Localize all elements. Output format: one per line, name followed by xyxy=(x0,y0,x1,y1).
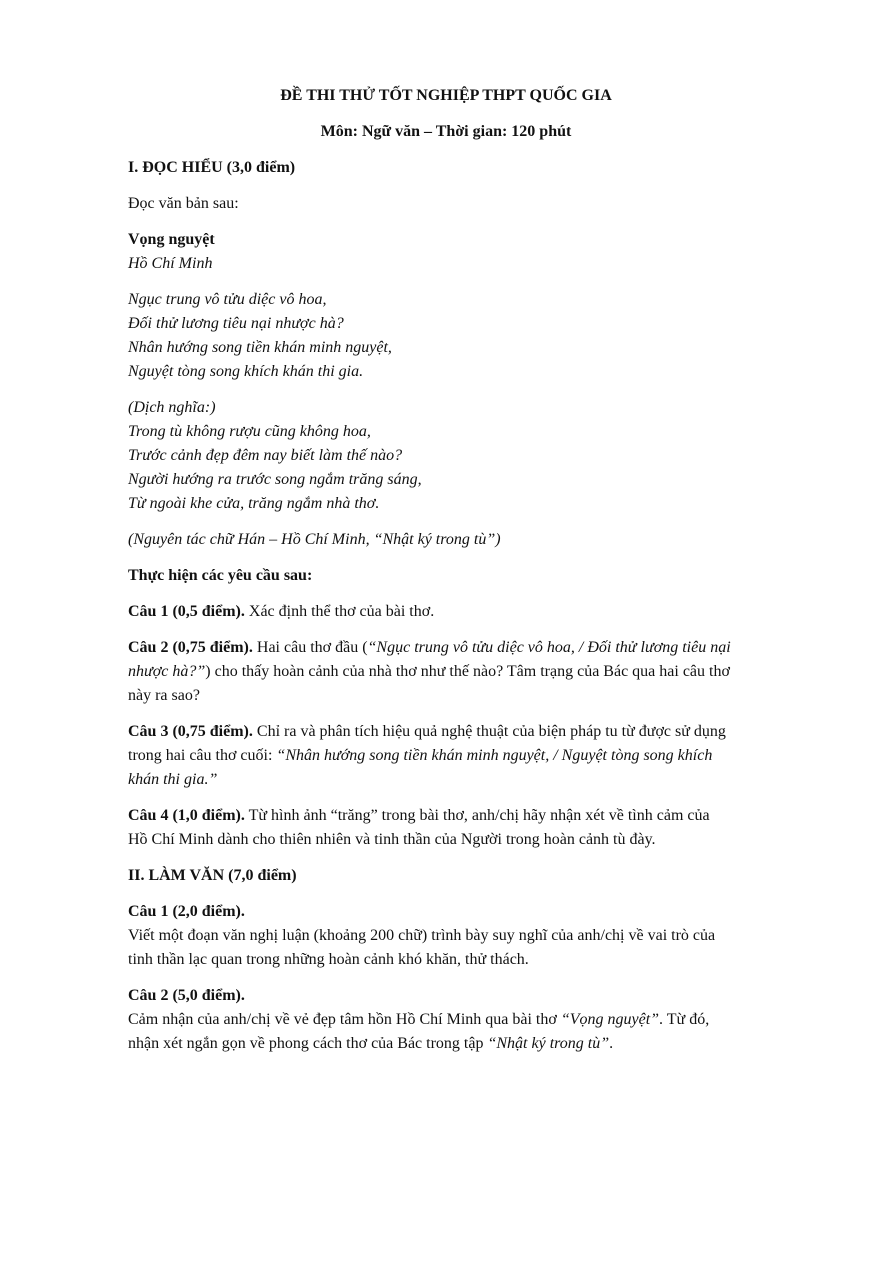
poem-line: Nguyệt tòng song khích khán thi gia. xyxy=(128,363,364,380)
poem-author: Hồ Chí Minh xyxy=(128,255,213,272)
question-label: Câu 4 (1,0 điểm). xyxy=(128,807,245,824)
poem-title: Vọng nguyệt xyxy=(128,231,215,248)
exam-title: ĐỀ THI THỬ TỐT NGHIỆP THPT QUỐC GIA xyxy=(280,87,612,104)
poem-source: (Nguyên tác chữ Hán – Hồ Chí Minh, “Nhật ký trong tù”) xyxy=(128,531,501,548)
translation-line: Người hướng ra trước song ngắm trăng sáng, xyxy=(128,471,422,488)
exam-subtitle: Môn: Ngữ văn – Thời gian: 120 phút xyxy=(320,123,572,140)
poem-heading xyxy=(128,228,818,276)
writing-question-2: Câu 2 (5,0 điểm). Cảm nhận của anh/chị về vẻ đẹp tâm hồn Hồ Chí Minh qua bài thơ “Vọng nguyệt”. Từ đó, nhận xét ngắn gọn về phong cách thơ của Bác trong tập “Nhật ký trong tù”. xyxy=(128,987,710,1052)
question-label: Câu 3 (0,75 điểm). xyxy=(128,723,253,740)
tasks-heading: Thực hiện các yêu cầu sau: xyxy=(128,567,313,584)
translation-line: Trước cảnh đẹp đêm nay biết làm thế nào? xyxy=(128,447,403,464)
section-reading-heading: I. ĐỌC HIỂU (3,0 điểm) xyxy=(128,159,296,176)
poem-line: Ngục trung vô tửu diệc vô hoa, xyxy=(128,291,327,308)
poem-line: Đối thử lương tiêu nại nhược hà? xyxy=(128,315,344,332)
question-4: Câu 4 (1,0 điểm). Từ hình ảnh “trăng” trong bài thơ, anh/chị hãy nhận xét về tình cảm của Hồ Chí Minh dành cho thiên nhiên và tinh thần của Người trong hoàn cảnh tù đày. xyxy=(128,807,710,848)
question-label: Câu 1 (0,5 điểm). xyxy=(128,603,245,620)
translation-label: (Dịch nghĩa:) xyxy=(128,399,216,416)
question-1: Câu 1 (0,5 điểm). Xác định thể thơ của bài thơ. xyxy=(128,603,435,620)
reading-instruction: Đọc văn bản sau: xyxy=(128,195,239,212)
question-3: Câu 3 (0,75 điểm). Chỉ ra và phân tích hiệu quả nghệ thuật của biện pháp tu từ được sử dụng trong hai câu thơ cuối: “Nhân hướng song tiền khán minh nguyệt, / Nguyệt tòng song khích khán thi gia.” xyxy=(128,723,726,788)
translation-line: Trong tù không rượu cũng không hoa, xyxy=(128,423,371,440)
translation-line: Từ ngoài khe cửa, trăng ngắm nhà thơ. xyxy=(128,495,380,512)
poem-original xyxy=(128,288,818,384)
poem-line: Nhân hướng song tiền khán minh nguyệt, xyxy=(128,339,392,356)
poem-translation xyxy=(128,396,818,516)
section-writing-heading: II. LÀM VĂN (7,0 điểm) xyxy=(128,867,297,884)
question-label: Câu 1 (2,0 điểm). xyxy=(128,903,245,920)
question-label: Câu 2 (0,75 điểm). xyxy=(128,639,253,656)
question-label: Câu 2 (5,0 điểm). xyxy=(128,987,245,1004)
writing-question-1: Câu 1 (2,0 điểm). Viết một đoạn văn nghị luận (khoảng 200 chữ) trình bày suy nghĩ của anh/chị về vai trò của tinh thần lạc quan trong những hoàn cảnh khó khăn, thử thách. xyxy=(128,903,716,968)
question-2: Câu 2 (0,75 điểm). Hai câu thơ đầu (“Ngục trung vô tửu diệc vô hoa, / Đối thử lương tiêu nại nhược hà?”) cho thấy hoàn cảnh của nhà thơ như thế nào? Tâm trạng của Bác qua hai câu thơ này ra sao? xyxy=(128,639,731,704)
